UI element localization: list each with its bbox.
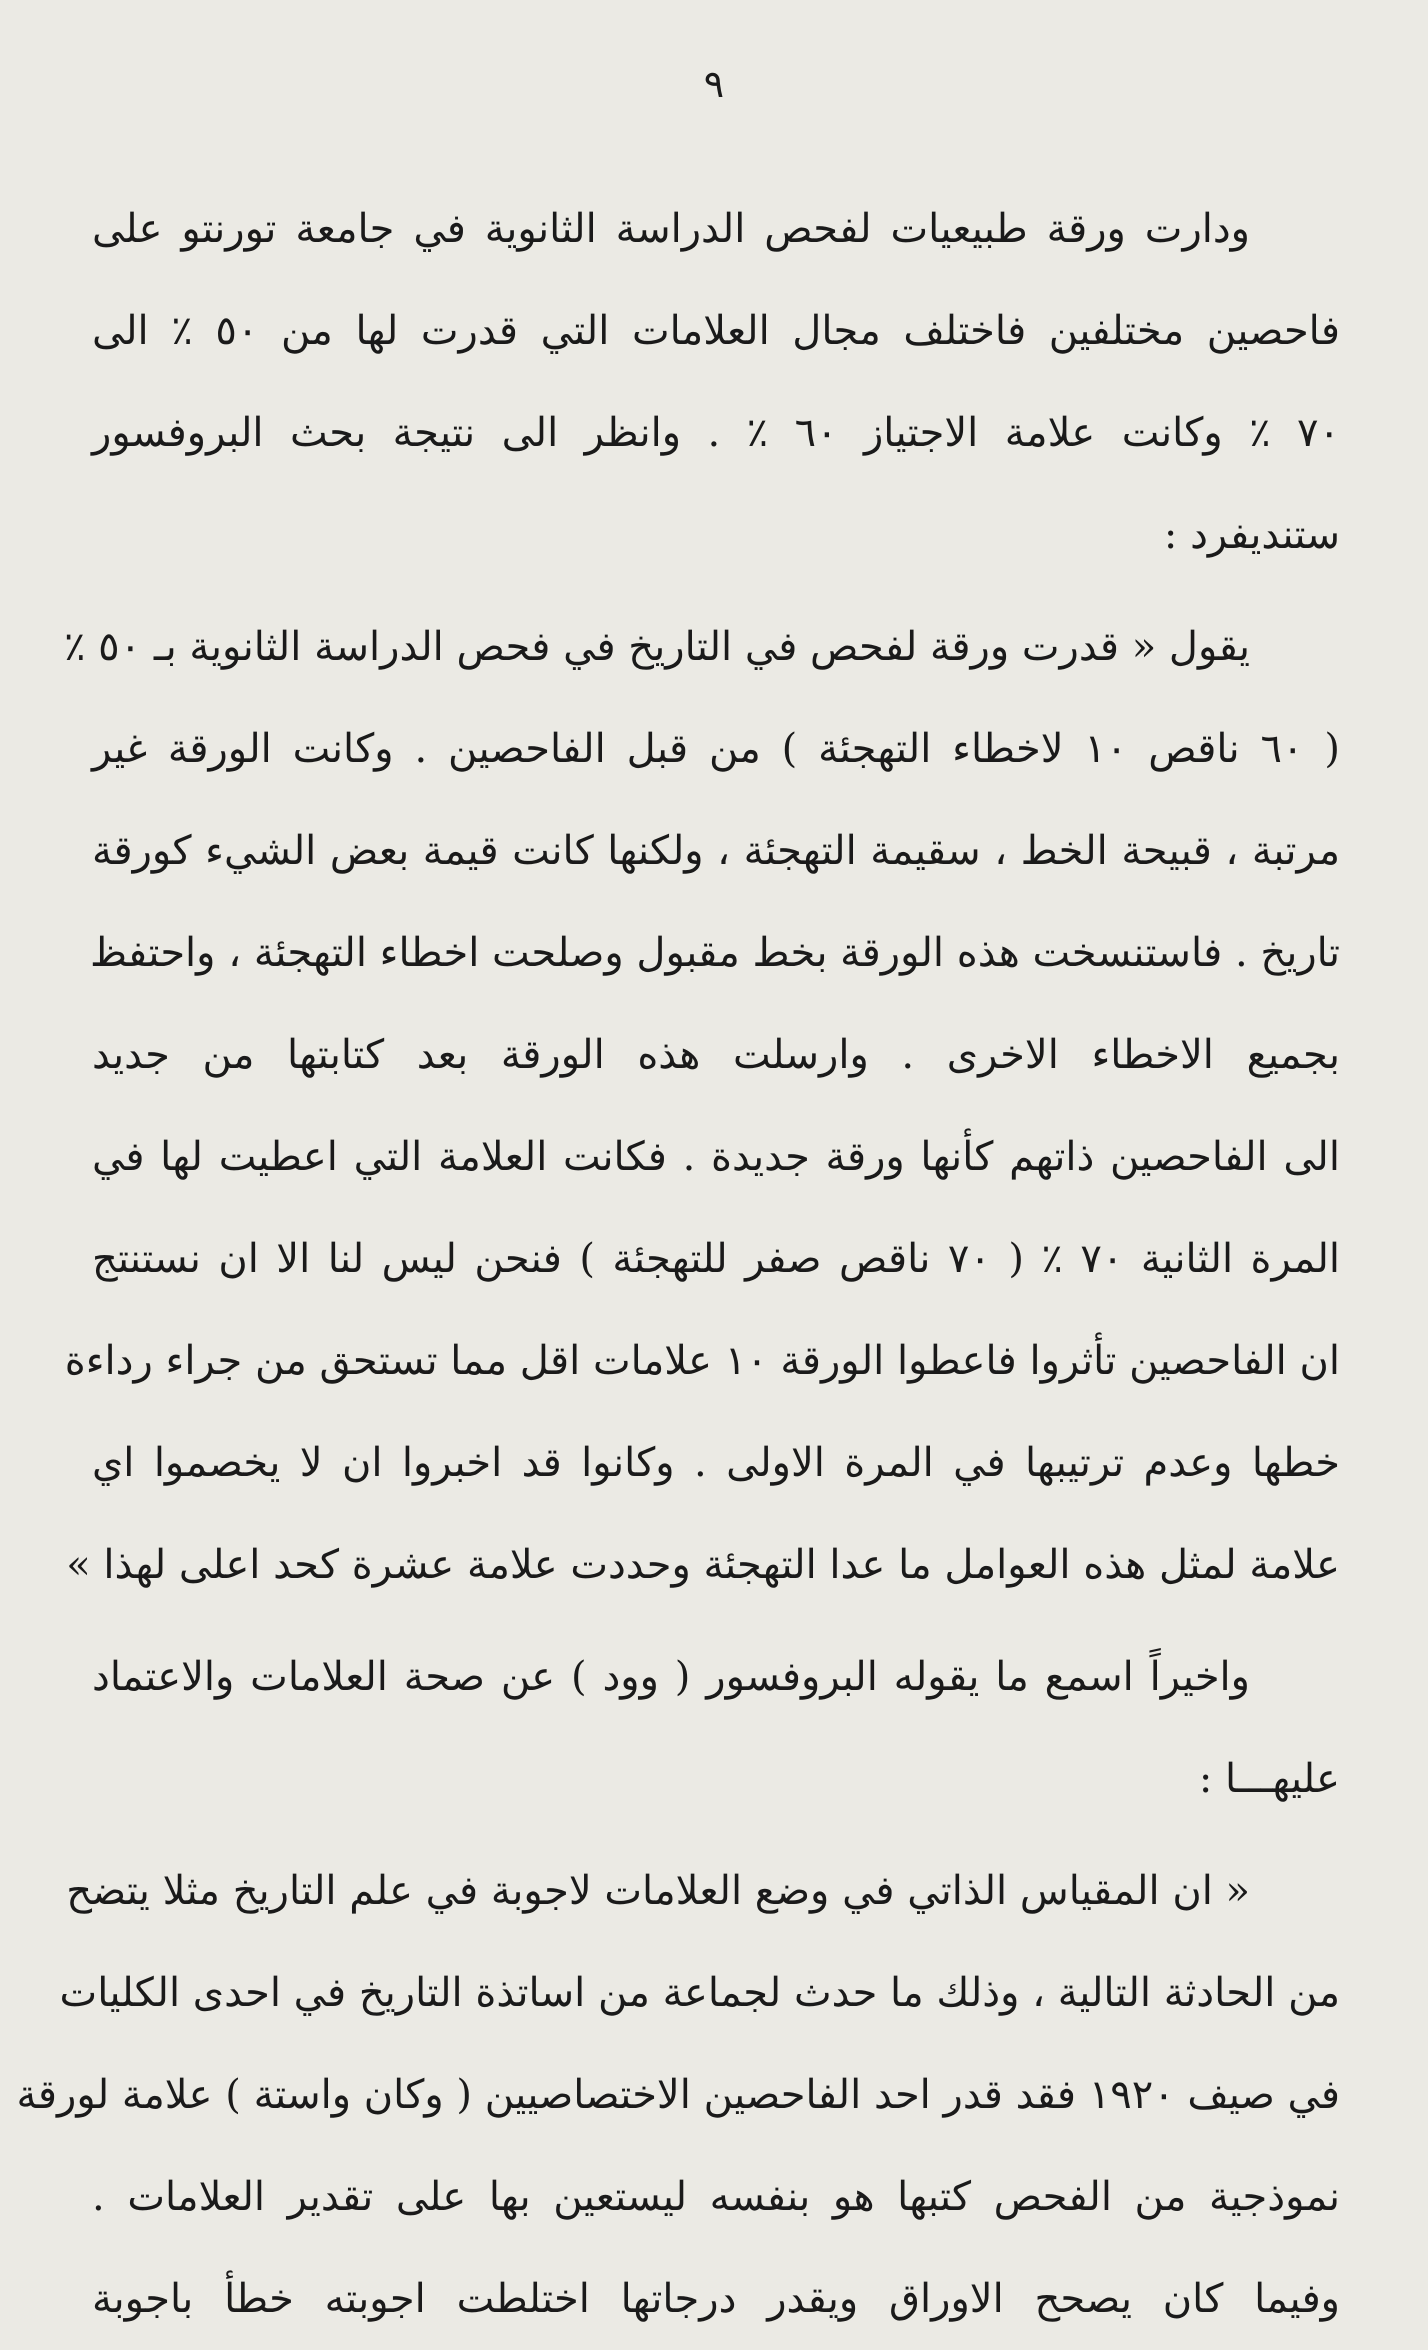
- text-line: تاريخ . فاستنسخت هذه الورقة بخط مقبول وصلحت اخطاء التهجئة ، واحتفظ: [90, 930, 1340, 976]
- text-line: فاحصين مختلفين فاختلف مجال العلامات التي قدرت لها من ٥٠ ٪ الى: [92, 308, 1340, 354]
- page-number: ٩: [703, 62, 725, 106]
- paragraph: [63, 596, 1340, 1616]
- text-line: مرتبة ، قبيحة الخط ، سقيمة التهجئة ، ولكنها كانت قيمة بعض الشيء كورقة: [92, 828, 1340, 874]
- text-line: « ان المقياس الذاتي في وضع العلامات لاجوبة في علم التاريخ مثلا يتضح: [66, 1868, 1250, 1914]
- text-line: المرة الثانية ٧٠ ٪ ( ٧٠ ناقص صفر للتهجئة ) فنحن ليس لنا الا ان نستنتج: [92, 1236, 1340, 1282]
- paragraph: [92, 1626, 1340, 1830]
- text-line: من الحادثة التالية ، وذلك ما حدث لجماعة من اساتذة التاريخ في احدى الكليات: [59, 1970, 1340, 2016]
- text-line: في صيف ١٩٢٠ فقد قدر احد الفاحصين الاختصاصيين ( وكان واستة ) علامة لورقة: [16, 2072, 1340, 2118]
- paragraph: [92, 178, 1340, 586]
- text-line: وفيما كان يصحح الاوراق ويقدر درجاتها اختلطت اجوبته خطأ باجوبة: [92, 2276, 1340, 2322]
- text-line: ستنديفرد :: [1163, 512, 1340, 558]
- text-line: ٧٠ ٪ وكانت علامة الاجتياز ٦٠ ٪ . وانظر الى نتيجة بحث البروفسور: [92, 410, 1340, 456]
- text-line: ان الفاحصين تأثروا فاعطوا الورقة ١٠ علامات اقل مما تستحق من جراء رداءة: [64, 1338, 1340, 1384]
- text-line: واخيراً اسمع ما يقوله البروفسور ( وود ) عن صحة العلامات والاعتماد: [92, 1654, 1250, 1700]
- text-line: ( ٦٠ ناقص ١٠ لاخطاء التهجئة ) من قبل الفاحصين . وكانت الورقة غير: [92, 726, 1340, 772]
- text-line: خطها وعدم ترتيبها في المرة الاولى . وكانوا قد اخبروا ان لا يخصموا اي: [92, 1440, 1340, 1486]
- text-line: عليهـــا :: [1198, 1756, 1340, 1802]
- paragraph: [16, 1840, 1340, 2350]
- text-line: ودارت ورقة طبيعيات لفحص الدراسة الثانوية في جامعة تورنتو على: [92, 206, 1250, 252]
- page-body: [16, 178, 1340, 2350]
- text-line: نموذجية من الفحص كتبها هو بنفسه ليستعين بها على تقدير العلامات .: [92, 2174, 1340, 2220]
- text-line: علامة لمثل هذه العوامل ما عدا التهجئة وحددت علامة عشرة كحد اعلى لهذا »: [66, 1542, 1340, 1588]
- text-line: الى الفاحصين ذاتهم كأنها ورقة جديدة . فكانت العلامة التي اعطيت لها في: [92, 1134, 1340, 1180]
- text-line: بجميع الاخطاء الاخرى . وارسلت هذه الورقة بعد كتابتها من جديد: [92, 1032, 1340, 1078]
- text-line: يقول « قدرت ورقة لفحص في التاريخ في فحص الدراسة الثانوية بـ ٥٠ ٪: [63, 624, 1250, 670]
